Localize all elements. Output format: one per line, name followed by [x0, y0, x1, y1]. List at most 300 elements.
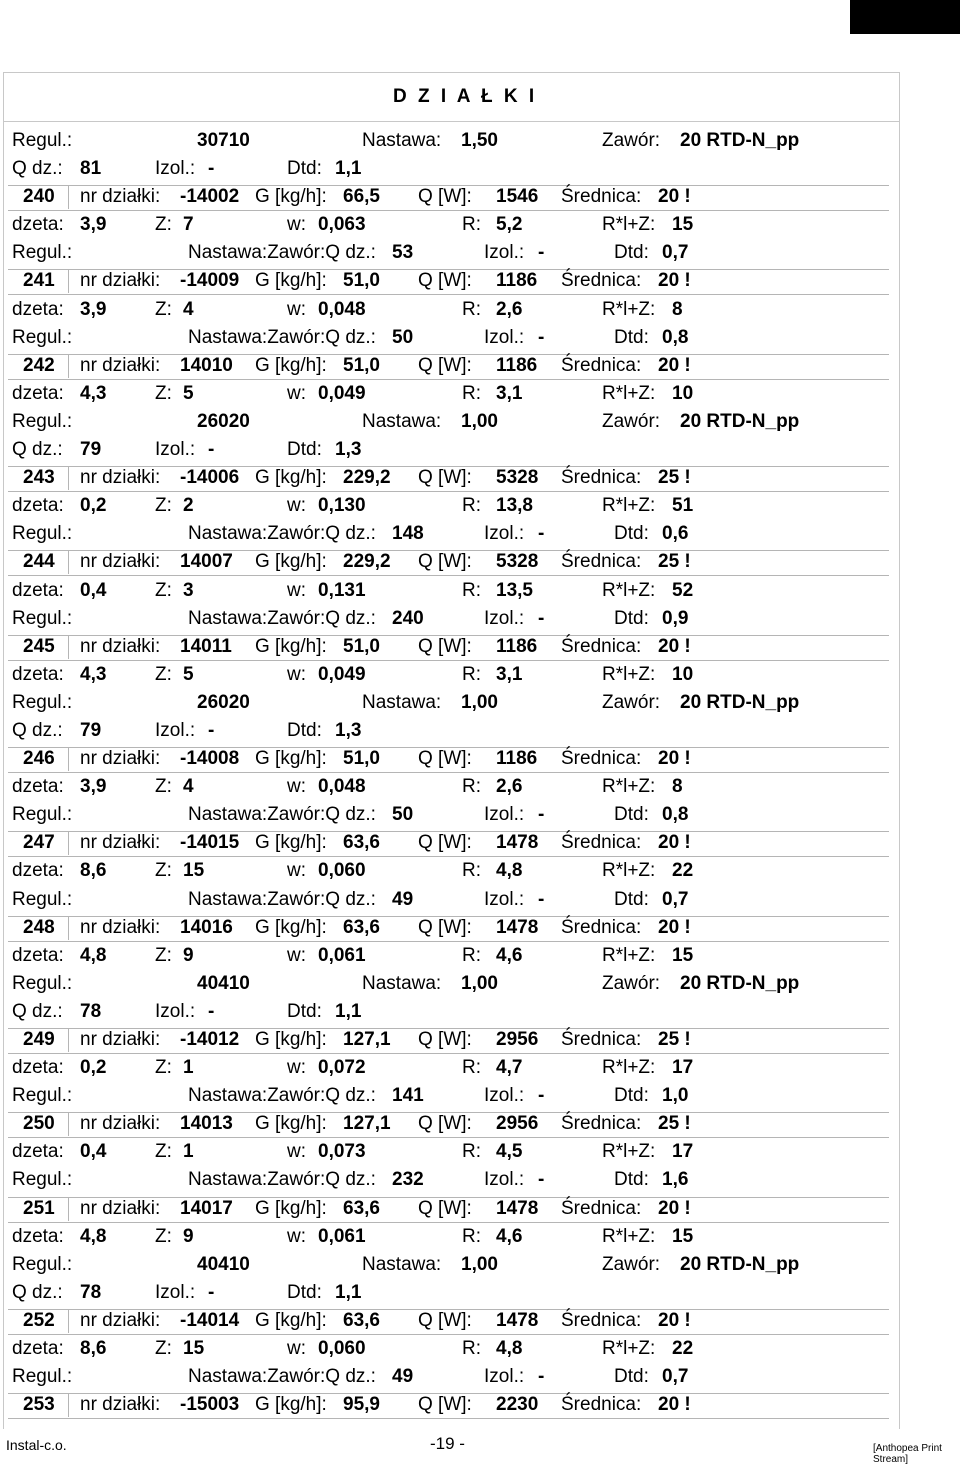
sred-value: 25 !: [658, 467, 691, 489]
q-label: Q [W]:: [418, 916, 472, 938]
zawor-label: Zawór:: [602, 1253, 661, 1275]
dzeta-label: dzeta:: [12, 663, 64, 685]
nr-label: nr działki:: [80, 1394, 161, 1416]
nr-label: nr działki:: [80, 354, 161, 376]
izol-label: Izol.:: [155, 1281, 196, 1303]
section-header-row: [0, 633, 900, 661]
sred-value: 20 !: [658, 832, 691, 854]
q-value: 1186: [496, 270, 538, 292]
r-value: 2,6: [496, 298, 523, 320]
regul-label: Regul.:: [12, 1169, 73, 1191]
zawor-label: Zawór:: [602, 130, 661, 151]
g-value: 127,1: [343, 1029, 391, 1050]
rlz-label: R*l+Z:: [602, 298, 656, 320]
r-label: R:: [462, 944, 481, 966]
section-number: 251: [23, 1197, 55, 1219]
dzeta-value: 8,6: [80, 860, 107, 882]
regul-label: Regul.:: [12, 410, 73, 432]
qdz-value: 53: [392, 242, 414, 264]
r-value: 3,1: [496, 663, 523, 685]
z-value: 5: [183, 382, 194, 404]
z-label: Z:: [155, 382, 172, 404]
qdz-value: 50: [392, 804, 414, 826]
z-label: Z:: [155, 776, 172, 798]
z-value: 4: [183, 298, 194, 320]
z-label: Z:: [155, 663, 172, 685]
z-value: 15: [183, 1338, 205, 1360]
dzeta-value: 3,9: [80, 776, 107, 798]
nr-label: nr działki:: [80, 748, 161, 770]
qdz-label: Q dz.:: [12, 1000, 63, 1022]
dzeta-value: 8,6: [80, 1338, 107, 1360]
rlz-value: 22: [672, 1338, 694, 1360]
detail-row: [0, 436, 900, 464]
dzeta-value: 0,2: [80, 1057, 107, 1079]
dtd-value: 0,6: [662, 523, 689, 545]
w-label: w:: [287, 1057, 306, 1079]
r-label: R:: [462, 1057, 481, 1079]
r-value: 2,6: [496, 776, 523, 798]
regul-label: Regul.:: [12, 523, 73, 545]
regul-value: 26020: [197, 410, 250, 432]
r-value: 13,5: [496, 579, 533, 601]
qdz-value: 240: [392, 607, 424, 629]
detail-row: [0, 717, 900, 745]
regul-label: Regul.:: [12, 1253, 73, 1275]
dtd-label: Dtd:: [287, 1000, 322, 1022]
footer-right: [Anthopea Print Stream]: [873, 1443, 942, 1465]
g-value: 63,6: [343, 916, 380, 938]
zawor-value: 20 RTD-N_pp: [680, 691, 800, 713]
nastawa-zawor-qdz-label: Nastawa:Zawór:Q dz.:: [188, 1366, 376, 1388]
g-value: 95,9: [343, 1394, 380, 1416]
section-header-row: [0, 1195, 900, 1223]
izol-label: Izol.:: [155, 719, 196, 741]
w-label: w:: [287, 776, 306, 798]
r-label: R:: [462, 663, 481, 685]
q-value: 1546: [496, 186, 539, 208]
g-label: G [kg/h]:: [255, 1309, 327, 1331]
nr-value: -14002: [180, 186, 240, 208]
qdz-value: 78: [80, 1000, 102, 1022]
q-label: Q [W]:: [418, 1113, 472, 1135]
r-label: R:: [462, 776, 481, 798]
q-value: 1478: [496, 916, 539, 938]
detail-row: [0, 970, 900, 998]
detail-row: [0, 324, 900, 352]
izol-label: Izol.:: [484, 1085, 525, 1107]
nr-value: -15003: [180, 1394, 240, 1416]
w-label: w:: [287, 663, 306, 685]
rlz-value: 10: [672, 382, 694, 404]
q-label: Q [W]:: [418, 635, 472, 657]
corner-black-block: [850, 0, 960, 34]
section-header-row: [0, 745, 900, 773]
nr-label: nr działki:: [80, 1197, 161, 1219]
dtd-value: 0,7: [662, 1366, 689, 1388]
izol-value: -: [538, 888, 545, 910]
sred-value: 20 !: [658, 186, 691, 208]
sred-value: 25 !: [658, 1113, 691, 1135]
w-value: 0,061: [318, 944, 366, 966]
regul-value: 26020: [197, 691, 250, 713]
section-number: 242: [23, 354, 55, 376]
dzeta-label: dzeta:: [12, 1225, 64, 1247]
izol-label: Izol.:: [155, 1000, 196, 1022]
rlz-value: 51: [672, 495, 694, 517]
section-number: 247: [23, 832, 55, 854]
nastawa-label: Nastawa:: [362, 1253, 442, 1275]
sred-value: 20 !: [658, 1394, 691, 1416]
sred-value: 20 !: [658, 748, 691, 770]
rlz-value: 15: [672, 1225, 694, 1247]
q-label: Q [W]:: [418, 1029, 472, 1050]
rlz-value: 17: [672, 1057, 694, 1079]
sred-value: 25 !: [658, 1029, 691, 1050]
nr-value: 14013: [180, 1113, 233, 1135]
w-label: w:: [287, 214, 306, 236]
w-label: w:: [287, 382, 306, 404]
dtd-value: 1,1: [335, 1281, 362, 1303]
w-value: 0,131: [318, 579, 366, 601]
regul-value: 30710: [197, 130, 250, 151]
q-value: 1186: [496, 354, 538, 376]
rlz-value: 8: [672, 776, 683, 798]
nr-value: 14007: [180, 551, 233, 573]
section-header-row: [0, 464, 900, 492]
q-label: Q [W]:: [418, 467, 472, 489]
nastawa-label: Nastawa:: [362, 410, 442, 432]
dtd-label: Dtd:: [614, 523, 649, 545]
rlz-value: 17: [672, 1141, 694, 1163]
rlz-label: R*l+Z:: [602, 1338, 656, 1360]
sred-value: 20 !: [658, 1197, 691, 1219]
nr-label: nr działki:: [80, 186, 161, 208]
detail-row: [0, 1279, 900, 1307]
w-value: 0,060: [318, 860, 366, 882]
detail-row: [0, 1251, 900, 1279]
g-value: 66,5: [343, 186, 380, 208]
g-label: G [kg/h]:: [255, 1113, 327, 1135]
r-value: 4,5: [496, 1141, 523, 1163]
r-value: 4,8: [496, 860, 523, 882]
q-value: 1478: [496, 1309, 539, 1331]
g-label: G [kg/h]:: [255, 551, 327, 573]
g-label: G [kg/h]:: [255, 354, 327, 376]
nr-value: 14011: [180, 635, 232, 657]
izol-label: Izol.:: [484, 607, 525, 629]
izol-value: -: [538, 607, 545, 629]
rlz-label: R*l+Z:: [602, 495, 656, 517]
izol-value: -: [538, 1085, 545, 1107]
izol-value: -: [208, 1000, 215, 1022]
section-header-row: [0, 1307, 900, 1335]
q-label: Q [W]:: [418, 1197, 472, 1219]
sred-label: Średnica:: [561, 1394, 642, 1416]
q-value: 2956: [496, 1029, 539, 1050]
zawor-label: Zawór:: [602, 972, 661, 994]
w-label: w:: [287, 860, 306, 882]
dzeta-value: 0,4: [80, 1141, 107, 1163]
zawor-label: Zawór:: [602, 410, 661, 432]
dzeta-label: dzeta:: [12, 1057, 64, 1079]
izol-label: Izol.:: [484, 242, 525, 264]
q-label: Q [W]:: [418, 1394, 472, 1416]
w-value: 0,049: [318, 382, 366, 404]
sred-label: Średnica:: [561, 354, 642, 376]
qdz-value: 81: [80, 158, 102, 180]
dzeta-label: dzeta:: [12, 495, 64, 517]
dtd-value: 1,1: [335, 1000, 362, 1022]
nastawa-value: 1,00: [461, 410, 498, 432]
r-value: 4,8: [496, 1338, 523, 1360]
dzeta-value: 4,3: [80, 382, 107, 404]
rlz-label: R*l+Z:: [602, 776, 656, 798]
g-value: 229,2: [343, 551, 391, 573]
dzeta-value: 0,2: [80, 495, 107, 517]
dtd-label: Dtd:: [614, 804, 649, 826]
z-label: Z:: [155, 1141, 172, 1163]
g-label: G [kg/h]:: [255, 748, 327, 770]
izol-value: -: [208, 1281, 215, 1303]
nr-label: nr działki:: [80, 467, 161, 489]
sred-label: Średnica:: [561, 1309, 642, 1331]
g-label: G [kg/h]:: [255, 1394, 327, 1416]
detail-row: [0, 155, 900, 183]
section-number: 250: [23, 1113, 55, 1135]
g-label: G [kg/h]:: [255, 270, 327, 292]
sred-value: 20 !: [658, 635, 691, 657]
nr-label: nr działki:: [80, 832, 161, 854]
q-label: Q [W]:: [418, 551, 472, 573]
sred-value: 20 !: [658, 354, 691, 376]
izol-label: Izol.:: [484, 326, 525, 348]
dzeta-value: 4,3: [80, 663, 107, 685]
section-header-row: [0, 829, 900, 857]
z-value: 1: [183, 1141, 194, 1163]
detail-row: [0, 1363, 900, 1391]
w-label: w:: [287, 944, 306, 966]
regul-label: Regul.:: [12, 1085, 73, 1107]
section-number: 240: [23, 186, 55, 208]
qdz-value: 79: [80, 439, 102, 461]
z-value: 4: [183, 776, 194, 798]
w-label: w:: [287, 298, 306, 320]
dtd-value: 1,1: [335, 158, 362, 180]
section-number: 248: [23, 916, 55, 938]
detail-row: [0, 942, 900, 970]
g-value: 127,1: [343, 1113, 391, 1135]
dtd-value: 1,6: [662, 1169, 689, 1191]
detail-row: [0, 1082, 900, 1110]
detail-row: [0, 239, 900, 267]
page-title: D Z I A Ł K I: [393, 86, 538, 107]
dtd-label: Dtd:: [614, 1366, 649, 1388]
rlz-value: 15: [672, 944, 694, 966]
g-value: 229,2: [343, 467, 391, 489]
section-number: 245: [23, 635, 55, 657]
z-label: Z:: [155, 495, 172, 517]
nr-value: 14017: [180, 1197, 233, 1219]
sred-value: 20 !: [658, 270, 691, 292]
dtd-value: 1,3: [335, 719, 362, 741]
dzeta-label: dzeta:: [12, 1141, 64, 1163]
dzeta-label: dzeta:: [12, 214, 64, 236]
nr-value: 14016: [180, 916, 233, 938]
nr-label: nr działki:: [80, 270, 161, 292]
detail-row: [0, 1054, 900, 1082]
qdz-value: 49: [392, 888, 414, 910]
izol-label: Izol.:: [484, 804, 525, 826]
zawor-value: 20 RTD-N_pp: [680, 410, 800, 432]
z-value: 15: [183, 860, 205, 882]
dzeta-value: 4,8: [80, 944, 107, 966]
g-label: G [kg/h]:: [255, 186, 327, 208]
q-value: 1186: [496, 748, 538, 770]
izol-value: -: [208, 719, 215, 741]
g-label: G [kg/h]:: [255, 1197, 327, 1219]
rlz-label: R*l+Z:: [602, 1057, 656, 1079]
g-label: G [kg/h]:: [255, 832, 327, 854]
z-value: 9: [183, 1225, 194, 1247]
dtd-label: Dtd:: [614, 607, 649, 629]
z-label: Z:: [155, 298, 172, 320]
q-label: Q [W]:: [418, 1309, 472, 1331]
q-value: 2230: [496, 1394, 539, 1416]
w-value: 0,060: [318, 1338, 366, 1360]
dzeta-value: 3,9: [80, 298, 107, 320]
nastawa-zawor-qdz-label: Nastawa:Zawór:Q dz.:: [188, 1169, 376, 1191]
rlz-value: 22: [672, 860, 694, 882]
section-number: 246: [23, 748, 55, 770]
detail-row: [0, 605, 900, 633]
dtd-value: 1,3: [335, 439, 362, 461]
r-value: 3,1: [496, 382, 523, 404]
z-label: Z:: [155, 944, 172, 966]
footer-left: Instal-c.o.: [6, 1437, 67, 1453]
g-value: 51,0: [343, 354, 380, 376]
nr-value: -14014: [180, 1309, 240, 1331]
q-label: Q [W]:: [418, 354, 472, 376]
izol-value: -: [208, 439, 215, 461]
section-number: 252: [23, 1309, 55, 1331]
regul-label: Regul.:: [12, 888, 73, 910]
detail-row: [0, 1223, 900, 1251]
w-value: 0,048: [318, 298, 366, 320]
nastawa-value: 1,00: [461, 1253, 498, 1275]
section-number: 241: [23, 270, 55, 292]
q-value: 1478: [496, 1197, 539, 1219]
sred-label: Średnica:: [561, 1113, 642, 1135]
nr-value: -14015: [180, 832, 240, 854]
dtd-label: Dtd:: [614, 326, 649, 348]
r-label: R:: [462, 1225, 481, 1247]
dtd-value: 1,0: [662, 1085, 689, 1107]
detail-row: [0, 1335, 900, 1363]
dtd-label: Dtd:: [614, 888, 649, 910]
g-value: 63,6: [343, 832, 380, 854]
dtd-label: Dtd:: [614, 1085, 649, 1107]
z-label: Z:: [155, 860, 172, 882]
w-value: 0,063: [318, 214, 366, 236]
nastawa-zawor-qdz-label: Nastawa:Zawór:Q dz.:: [188, 1085, 376, 1107]
regul-value: 40410: [197, 972, 250, 994]
rlz-label: R*l+Z:: [602, 382, 656, 404]
izol-label: Izol.:: [155, 158, 196, 180]
qdz-value: 78: [80, 1281, 102, 1303]
detail-row: [0, 408, 900, 436]
detail-row: [0, 1138, 900, 1166]
section-number: 249: [23, 1029, 55, 1050]
rlz-label: R*l+Z:: [602, 860, 656, 882]
izol-label: Izol.:: [484, 1366, 525, 1388]
nr-value: -14006: [180, 467, 240, 489]
qdz-label: Q dz.:: [12, 1281, 63, 1303]
w-label: w:: [287, 1338, 306, 1360]
r-label: R:: [462, 298, 481, 320]
dtd-value: 0,7: [662, 888, 689, 910]
rlz-label: R*l+Z:: [602, 214, 656, 236]
detail-row: [0, 492, 900, 520]
section-header-row: [0, 548, 900, 576]
z-label: Z:: [155, 1338, 172, 1360]
section-header-row: [0, 352, 900, 380]
nr-label: nr działki:: [80, 1113, 161, 1135]
section-header-row: [0, 1391, 900, 1419]
z-value: 1: [183, 1057, 194, 1079]
detail-row: [0, 211, 900, 239]
izol-label: Izol.:: [484, 888, 525, 910]
zawor-value: 20 RTD-N_pp: [680, 130, 800, 151]
qdz-value: 148: [392, 523, 424, 545]
dtd-value: 0,7: [662, 242, 689, 264]
z-label: Z:: [155, 579, 172, 601]
nastawa-zawor-qdz-label: Nastawa:Zawór:Q dz.:: [188, 607, 376, 629]
regul-value: 40410: [197, 1253, 250, 1275]
izol-value: -: [538, 804, 545, 826]
detail-row: [0, 127, 900, 155]
detail-row: [0, 857, 900, 885]
z-value: 5: [183, 663, 194, 685]
r-label: R:: [462, 495, 481, 517]
w-label: w:: [287, 1141, 306, 1163]
dtd-label: Dtd:: [287, 439, 322, 461]
nr-value: -14012: [180, 1029, 240, 1050]
qdz-label: Q dz.:: [12, 719, 63, 741]
r-value: 5,2: [496, 214, 523, 236]
nr-value: -14009: [180, 270, 240, 292]
rlz-label: R*l+Z:: [602, 663, 656, 685]
sred-label: Średnica:: [561, 1029, 642, 1050]
r-label: R:: [462, 860, 481, 882]
dzeta-label: dzeta:: [12, 1338, 64, 1360]
rlz-label: R*l+Z:: [602, 944, 656, 966]
detail-row: [0, 661, 900, 689]
dzeta-label: dzeta:: [12, 944, 64, 966]
sred-label: Średnica:: [561, 916, 642, 938]
regul-label: Regul.:: [12, 607, 73, 629]
dtd-value: 0,8: [662, 326, 689, 348]
w-label: w:: [287, 495, 306, 517]
w-value: 0,130: [318, 495, 366, 517]
dzeta-value: 0,4: [80, 579, 107, 601]
regul-label: Regul.:: [12, 804, 73, 826]
dzeta-value: 4,8: [80, 1225, 107, 1247]
zawor-value: 20 RTD-N_pp: [680, 1253, 800, 1275]
section-list: [0, 127, 900, 1419]
izol-label: Izol.:: [484, 523, 525, 545]
w-value: 0,049: [318, 663, 366, 685]
